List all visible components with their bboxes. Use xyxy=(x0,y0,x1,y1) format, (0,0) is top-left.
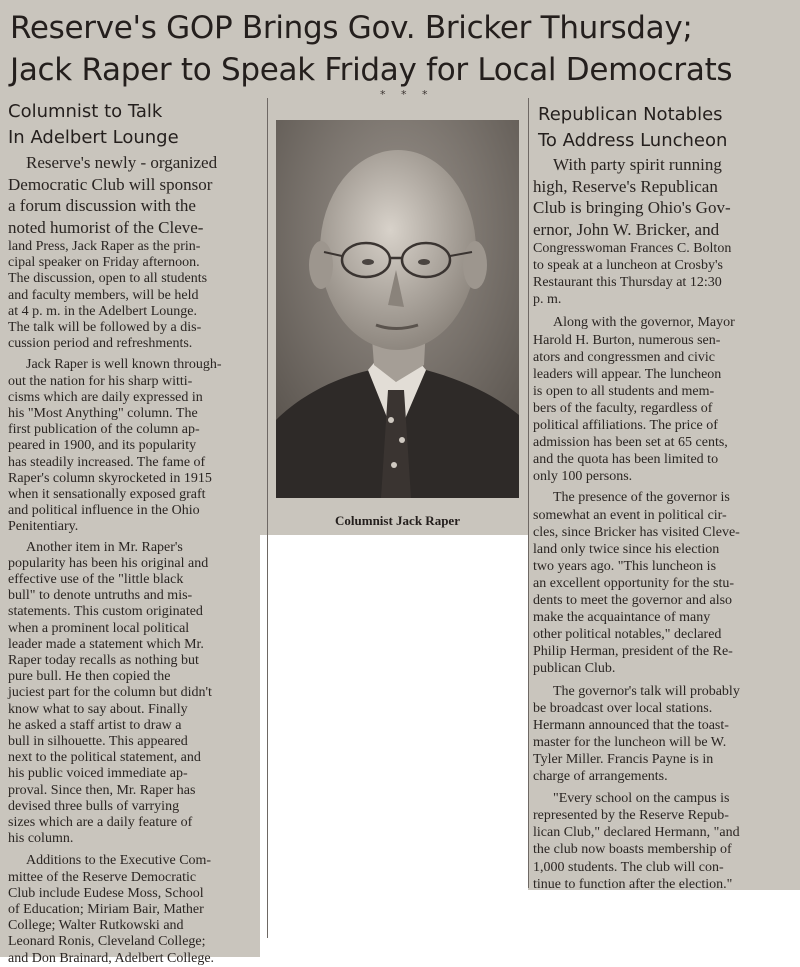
left-body-line: his "Most Anything" column. The xyxy=(8,406,198,421)
left-body-line: peared in 1900, and its popularity xyxy=(8,438,197,454)
left-body-line: juciest part for the column but didn't xyxy=(8,685,212,701)
left-body-line: next to the political statement, and xyxy=(8,750,201,766)
right-body-line: cles, since Bricker has visited Cleve- xyxy=(533,524,740,540)
column-rule-right xyxy=(528,98,529,888)
right-body-line: an excellent opportunity for the stu- xyxy=(533,575,734,591)
left-body-line: pure bull. He then copied the xyxy=(8,669,171,685)
right-body-line: make the acquaintance of many xyxy=(533,610,711,626)
right-body-line: The governor's talk will probably xyxy=(553,683,740,699)
right-body-line: dents to meet the governor and also xyxy=(533,593,733,608)
headline-separator: * * * xyxy=(380,88,434,101)
portrait-illustration xyxy=(276,120,519,498)
right-body-line: ators and congressmen and civic xyxy=(533,349,715,365)
left-body-line: College; Walter Rutkowski and xyxy=(8,918,184,934)
right-subhead-line-2: To Address Luncheon xyxy=(538,130,728,151)
left-body-line: Raper today recalls as nothing but xyxy=(8,653,199,668)
right-body-line: master for the luncheon will be W. xyxy=(533,734,727,750)
left-body-line: land Press, Jack Raper as the prin- xyxy=(8,239,201,254)
left-body-line: Raper's column skyrocketed in 1915 xyxy=(8,470,212,486)
left-body-line: Jack Raper is well known through- xyxy=(26,357,222,373)
right-body-line: charge of arrangements. xyxy=(533,769,668,784)
right-body-line: 1,000 students. The club will con- xyxy=(533,859,724,875)
right-body-line: Harold H. Burton, numerous sen- xyxy=(533,332,721,348)
left-body-line: out the nation for his sharp witti- xyxy=(8,373,193,389)
right-body-line: Hermann announced that the toast- xyxy=(533,717,729,733)
left-body-line: proval. Since then, Mr. Raper has xyxy=(8,782,196,798)
right-body-line: The presence of the governor is xyxy=(553,490,730,506)
left-body-line: statements. This custom originated xyxy=(8,604,203,620)
left-body-line: when a prominent local political xyxy=(8,620,190,636)
left-subhead-line-2: In Adelbert Lounge xyxy=(8,127,179,148)
right-body-line: admission has been set at 65 cents, xyxy=(533,435,728,451)
left-body-line: Penitentiary. xyxy=(8,519,79,535)
right-body-line: tinue to function after the election." xyxy=(533,876,733,892)
right-body-line: leaders will appear. The luncheon xyxy=(533,366,722,382)
left-body-line: and Don Brainard, Adelbert College. xyxy=(8,950,215,966)
right-body-line: to speak at a luncheon at Crosby's xyxy=(533,258,723,274)
left-body-line: know what to say about. Finally xyxy=(8,701,188,717)
right-body-line: Along with the governor, Mayor xyxy=(553,315,735,331)
right-body-line: "Every school on the campus is xyxy=(553,791,730,807)
photo-caption: Columnist Jack Raper xyxy=(335,513,460,528)
right-body-line: high, Reserve's Republican xyxy=(533,176,718,196)
left-body-line: Another item in Mr. Raper's xyxy=(26,539,183,555)
right-body-line: With party spirit running xyxy=(553,155,722,174)
portrait-photo xyxy=(276,120,519,498)
left-body-line: cipal speaker on Friday afternoon. xyxy=(8,255,200,271)
right-body-line: is open to all students and mem- xyxy=(533,383,715,399)
left-body-line: The discussion, open to all students xyxy=(8,271,208,287)
left-subhead-line-1: Columnist to Talk xyxy=(8,101,163,122)
left-body-line: he asked a staff artist to draw a xyxy=(8,717,182,733)
right-body-line: Congresswoman Frances C. Bolton xyxy=(533,241,732,256)
right-body-line: represented by the Reserve Repub- xyxy=(533,808,729,824)
left-body-line: and political influence in the Ohio xyxy=(8,503,200,519)
left-body-line: Democratic Club will sponsor xyxy=(8,174,213,194)
right-body-line: Philip Herman, president of the Re- xyxy=(533,644,733,660)
right-body-line: be broadcast over local stations. xyxy=(533,700,713,716)
left-body-line: cussion period and refreshments. xyxy=(8,336,193,352)
left-body-line: bull" to denote untruths and mis- xyxy=(8,588,193,604)
right-body-line: Club is bringing Ohio's Gov- xyxy=(533,198,731,217)
left-body-line: when it sensationally exposed graft xyxy=(8,487,206,502)
right-body-line: other political notables," declared xyxy=(533,627,722,643)
left-body-line: noted humorist of the Cleve- xyxy=(8,217,204,237)
left-body-line: a forum discussion with the xyxy=(8,196,196,215)
right-body-line: and the quota has been limited to xyxy=(533,452,719,468)
left-body-line: effective use of the "little black xyxy=(8,572,184,587)
left-body-line: Club include Eudese Moss, School xyxy=(8,885,204,901)
left-body-line: leader made a statement which Mr. xyxy=(8,636,204,652)
left-body-line: Additions to the Executive Com- xyxy=(26,853,212,869)
left-body-line: Reserve's newly - organized xyxy=(26,153,218,172)
left-body-line: first publication of the column ap- xyxy=(8,422,200,438)
left-body-line: his public voiced immediate ap- xyxy=(8,766,188,782)
right-body-line: two years ago. "This luncheon is xyxy=(533,558,717,574)
right-body-line: only 100 persons. xyxy=(533,469,633,485)
right-subhead-line-1: Republican Notables xyxy=(538,104,723,125)
left-body-line: Leonard Ronis, Cleveland College; xyxy=(8,934,206,950)
right-body-line: Restaurant this Thursday at 12:30 xyxy=(533,275,722,291)
right-body-line: ernor, John W. Bricker, and xyxy=(533,219,720,239)
right-body-line: Tyler Miller. Francis Payne is in xyxy=(533,751,714,767)
right-body-line: p. m. xyxy=(533,292,562,308)
left-body-line: mittee of the Reserve Democratic xyxy=(8,869,197,885)
right-body-line: bers of the faculty, regardless of xyxy=(533,400,713,416)
right-body-line: somewhat an event in political cir- xyxy=(533,507,727,523)
headline-line-1: Reserve's GOP Brings Gov. Bricker Thursday; xyxy=(10,10,693,46)
left-body-line: and faculty members, will be held xyxy=(8,287,199,303)
left-body-line: sizes which are a daily feature of xyxy=(8,815,193,830)
left-body-line: cisms which are daily expressed in xyxy=(8,389,203,405)
left-body-line: The talk will be followed by a dis- xyxy=(8,320,202,335)
left-body-line: devised three bulls of varrying xyxy=(8,798,180,814)
right-body-line: political affiliations. The price of xyxy=(533,418,718,433)
headline-line-2: Jack Raper to Speak Friday for Local Democrats xyxy=(10,52,733,88)
right-body-line: lican Club," declared Hermann, "and xyxy=(533,825,740,841)
left-body-line: at 4 p. m. in the Adelbert Lounge. xyxy=(8,303,197,319)
right-body-line: the club now boasts membership of xyxy=(533,842,732,858)
column-rule-left xyxy=(267,98,268,938)
right-body-line: land only twice since his election xyxy=(533,541,720,557)
left-body-line: popularity has been his original and xyxy=(8,555,209,571)
left-body-line: bull in silhouette. This appeared xyxy=(8,734,188,749)
left-body-line: of Education; Miriam Bair, Mather xyxy=(8,902,204,917)
left-body-line: his column. xyxy=(8,831,74,847)
right-body-line: publican Club. xyxy=(533,661,616,677)
left-body-line: has steadily increased. The fame of xyxy=(8,454,206,470)
